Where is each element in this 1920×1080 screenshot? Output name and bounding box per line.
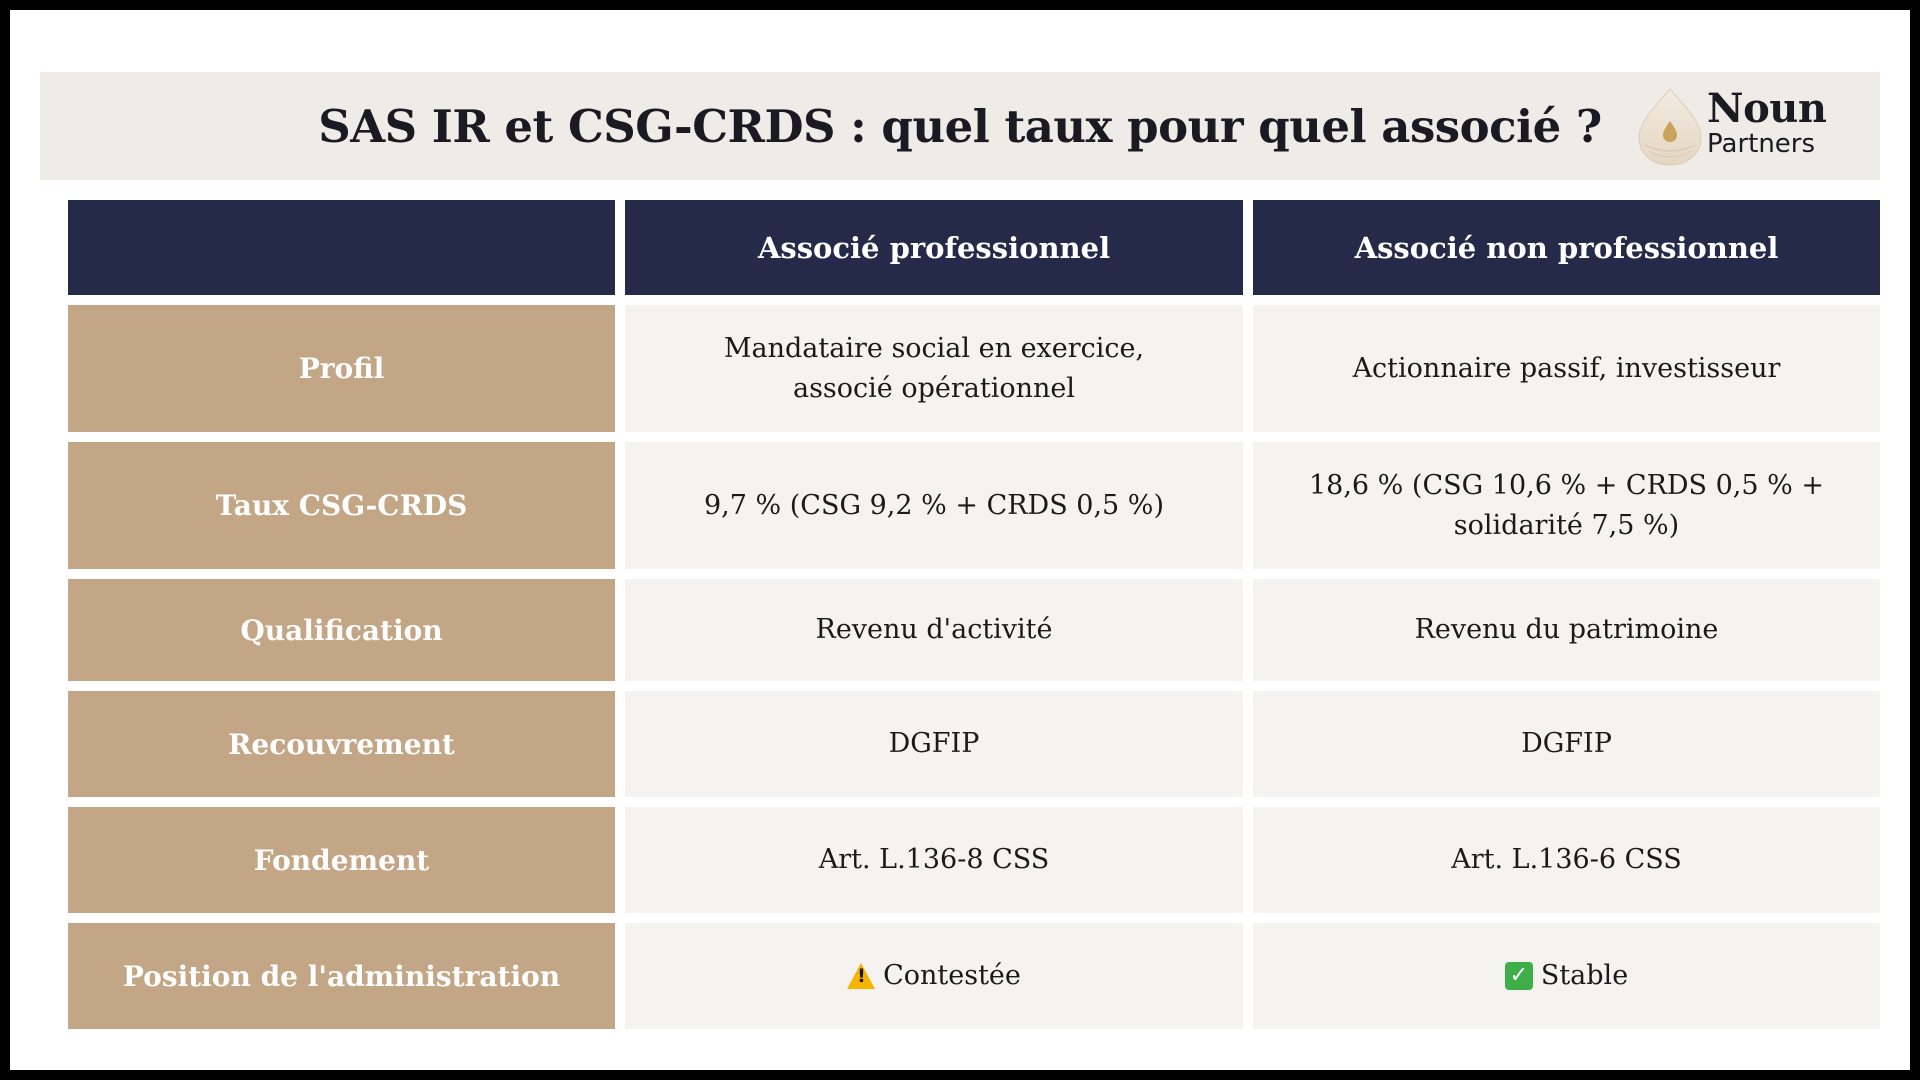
table-header-non-professionnel: Associé non professionnel — [1253, 200, 1880, 295]
table-cell: Art. L.136-8 CSS — [625, 807, 1243, 913]
logo-word-noun: Noun — [1707, 85, 1827, 132]
table-header-empty — [68, 200, 615, 295]
status-text: Stable — [1540, 960, 1629, 991]
table-cell: DGFIP — [625, 691, 1243, 797]
row-label: Profil — [68, 305, 615, 432]
slide — [10, 10, 1910, 1070]
table-header-professionnel: Associé professionnel — [625, 200, 1243, 295]
table-cell: Mandataire social en exercice, associé opérationnel — [625, 305, 1243, 432]
status-text: Contestée — [883, 960, 1021, 991]
row-label: Qualification — [68, 579, 615, 681]
table-cell: Revenu du patrimoine — [1253, 579, 1880, 681]
table-cell — [625, 923, 1243, 1029]
table-cell: Actionnaire passif, investisseur — [1253, 305, 1880, 432]
table-cell: 9,7 % (CSG 9,2 % + CRDS 0,5 %) — [625, 442, 1243, 569]
page-title: SAS IR et CSG-CRDS : quel taux pour quel associé ? — [318, 99, 1602, 153]
logo-word-partners: Partners — [1707, 129, 1816, 159]
table-cell — [1253, 923, 1880, 1029]
check-icon: ✓ — [1505, 962, 1533, 990]
row-label: Recouvrement — [68, 691, 615, 797]
table-cell: DGFIP — [1253, 691, 1880, 797]
comparison-table — [68, 200, 1876, 1040]
row-label: Taux CSG-CRDS — [68, 442, 615, 569]
row-label: Fondement — [68, 807, 615, 913]
logo-mark-icon — [1635, 85, 1705, 167]
table-cell: Revenu d'activité — [625, 579, 1243, 681]
company-logo — [1635, 85, 1835, 167]
row-label: Position de l'administration — [68, 923, 615, 1029]
table-cell: 18,6 % (CSG 10,6 % + CRDS 0,5 % + solidarité 7,5 %) — [1253, 442, 1880, 569]
header-banner — [40, 72, 1880, 180]
table-cell: Art. L.136-6 CSS — [1253, 807, 1880, 913]
warning-icon — [847, 963, 875, 989]
